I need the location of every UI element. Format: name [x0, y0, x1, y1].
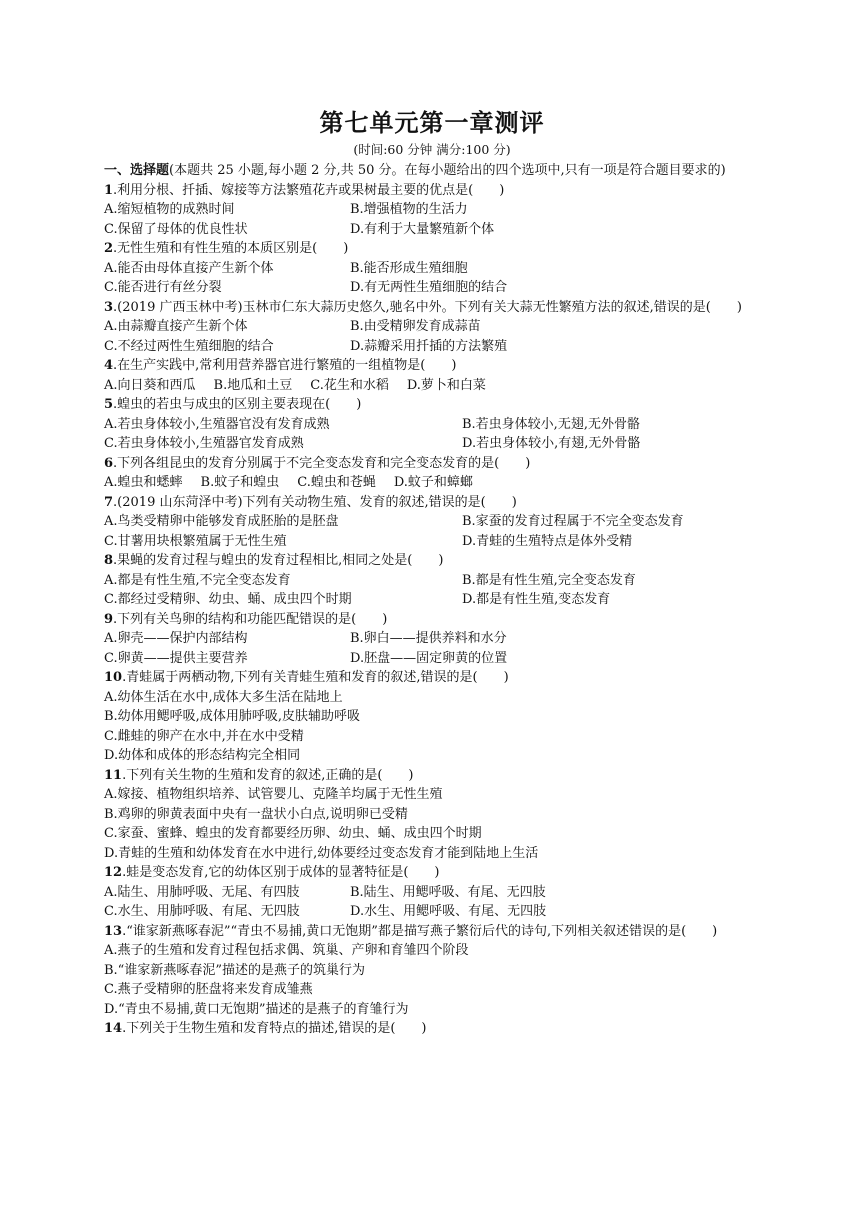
answer-option: C.蝗虫和苍蝇: [297, 475, 376, 490]
question-text: .无性生殖和有性生殖的本质区别是( ): [113, 241, 349, 256]
answer-option: A.若虫身体较小,生殖器官没有发育成熟: [104, 416, 330, 432]
question-7: [104, 493, 760, 552]
question-number: 8: [104, 553, 114, 568]
answer-option: A.燕子的生殖和发育过程包括求偶、筑巢、产卵和育雏四个阶段: [104, 943, 469, 958]
answer-option: B.陆生、用鳃呼吸、有尾、无四肢: [350, 884, 546, 900]
answer-option: C.水生、用肺呼吸、有尾、无四肢: [104, 904, 300, 919]
question-stem: [104, 1019, 760, 1039]
option-list: [104, 512, 760, 551]
question-stem: [104, 454, 760, 474]
answer-option: C.花生和水稻: [310, 377, 389, 393]
answer-option: A.都是有性生殖,不完全变态发育: [104, 572, 291, 588]
question-text: .(2019 山东菏泽中考)下列有关动物生殖、发育的叙述,错误的是( ): [113, 494, 517, 510]
answer-option: D.蒜瓣采用扦插的方法繁殖: [350, 338, 508, 354]
answer-option: A.卵壳——保护内部结构: [104, 631, 248, 646]
answer-option: A.蝗虫和蟋蟀: [104, 475, 183, 490]
question-number: 4: [104, 358, 114, 373]
answer-option: D.青蛙的生殖特点是体外受精: [462, 533, 633, 549]
question-text: .在生产实践中,常利用营养器官进行繁殖的一组植物是( ): [113, 358, 457, 373]
question-text: .下列有关生物的生殖和发育的叙述,正确的是( ): [122, 767, 414, 783]
answer-option: B.蚊子和蝗虫: [200, 475, 280, 490]
option-list: [104, 688, 760, 766]
answer-option: D.若虫身体较小,有翅,无外骨骼: [462, 436, 641, 451]
question-text: .下列有关鸟卵的结构和功能匹配错误的是( ): [113, 611, 388, 627]
question-14: [104, 1019, 760, 1039]
answer-option: D.有利于大量繁殖新个体: [350, 221, 495, 237]
question-number: 12: [104, 865, 123, 880]
question-8: [104, 551, 760, 610]
answer-option: B.鸡卵的卵黄表面中央有一盘状小白点,说明卵已受精: [104, 806, 408, 822]
question-stem: [104, 493, 760, 513]
question-1: [104, 181, 760, 240]
question-number: 3: [104, 299, 114, 315]
question-number: 6: [104, 455, 114, 471]
question-11: [104, 766, 760, 864]
answer-option: C.燕子受精卵的胚盘将来发育成雏燕: [104, 982, 313, 997]
answer-option: A.向日葵和西瓜: [104, 377, 196, 393]
answer-option: C.雌蛙的卵产在水中,并在水中受精: [104, 728, 304, 744]
question-text: .下列关于生物生殖和发育特点的描述,错误的是( ): [122, 1021, 427, 1036]
answer-option: C.能否进行有丝分裂: [104, 280, 222, 295]
answer-option: A.能否由母体直接产生新个体: [104, 260, 274, 276]
answer-option: D.水生、用鳃呼吸、有尾、无四肢: [350, 904, 547, 919]
answer-option: D.“青虫不易捕,黄口无饱期”描述的是燕子的育雏行为: [104, 1001, 409, 1017]
question-number: 1: [104, 182, 114, 198]
question-12: [104, 863, 760, 922]
option-list: [104, 376, 760, 396]
question-number: 9: [104, 611, 114, 627]
question-5: [104, 395, 760, 454]
question-13: [104, 922, 760, 1020]
option-list: [104, 317, 760, 356]
option-list: [104, 200, 760, 239]
question-stem: [104, 551, 760, 571]
answer-option: D.都是有性生殖,变态发育: [462, 592, 611, 607]
option-list: [104, 883, 760, 922]
exam-info: (时间:60 分钟 满分:100 分): [353, 142, 511, 157]
option-list: [104, 629, 760, 668]
answer-option: A.由蒜瓣直接产生新个体: [104, 319, 248, 334]
question-stem: [104, 766, 760, 786]
option-list: [104, 473, 760, 493]
section-heading: 一、选择题(本题共 25 小题,每小题 2 分,共 50 分。在每小题给出的四个选项中,只有一项是符合题目要求的): [104, 163, 726, 178]
question-number: 7: [104, 494, 114, 510]
answer-option: B.能否形成生殖细胞: [350, 260, 468, 276]
question-9: [104, 610, 760, 669]
question-2: [104, 239, 760, 298]
question-stem: [104, 922, 760, 942]
question-text: .青蛙属于两栖动物,下列有关青蛙生殖和发育的叙述,错误的是( ): [122, 670, 509, 685]
answer-option: C.甘薯用块根繁殖属于无性生殖: [104, 533, 287, 549]
question-10: [104, 668, 760, 766]
question-text: .(2019 广西玉林中考)玉林市仁东大蒜历史悠久,驰名中外。下列有关大蒜无性繁殖方法的叙述,错误的是( ): [113, 299, 742, 315]
answer-option: D.胚盘——固定卵黄的位置: [350, 650, 508, 666]
answer-option: C.保留了母体的优良性状: [104, 221, 248, 237]
question-stem: [104, 239, 760, 259]
question-number: 10: [104, 670, 123, 685]
option-list: [104, 571, 760, 610]
question-stem: [104, 181, 760, 201]
question-number: 5: [104, 397, 114, 412]
question-text: .果蝇的发育过程与蝗虫的发育过程相比,相同之处是( ): [113, 553, 444, 568]
question-text: .下列各组昆虫的发育分别属于不完全变态发育和完全变态发育的是( ): [113, 455, 531, 471]
answer-option: D.蚊子和蟑螂: [393, 475, 473, 490]
answer-option: C.不经过两性生殖细胞的结合: [104, 338, 274, 354]
option-list: [104, 259, 760, 298]
question-number: 2: [104, 241, 114, 256]
question-text: .蛙是变态发育,它的幼体区别于成体的显著特征是( ): [122, 865, 440, 880]
question-stem: [104, 298, 760, 318]
question-3: [104, 298, 760, 357]
question-text: .蝗虫的若虫与成虫的区别主要表现在( ): [113, 397, 362, 412]
question-stem: [104, 610, 760, 630]
answer-option: A.嫁接、植物组织培养、试管婴儿、克隆羊均属于无性生殖: [104, 787, 443, 802]
option-list: [104, 785, 760, 863]
answer-option: B.若虫身体较小,无翅,无外骨骼: [462, 416, 640, 432]
question-stem: [104, 356, 760, 376]
option-list: [104, 415, 760, 454]
question-number: 13: [104, 923, 123, 939]
answer-option: A.缩短植物的成熟时间: [104, 202, 235, 217]
question-stem: [104, 668, 760, 688]
answer-option: A.幼体生活在水中,成体大多生活在陆地上: [104, 689, 343, 705]
question-stem: [104, 863, 760, 883]
answer-option: D.幼体和成体的形态结构完全相同: [104, 748, 301, 763]
answer-option: B.幼体用鳃呼吸,成体用肺呼吸,皮肤辅助呼吸: [104, 709, 360, 724]
question-text: .“谁家新燕啄春泥”“青虫不易捕,黄口无饱期”都是描写燕子繁衍后代的诗句,下列相关叙述错误的是( ): [122, 923, 718, 939]
answer-option: B.“谁家新燕啄春泥”描述的是燕子的筑巢行为: [104, 962, 365, 978]
answer-option: B.卵白——提供养料和水分: [350, 631, 507, 646]
answer-option: B.都是有性生殖,完全变态发育: [462, 572, 636, 588]
answer-option: B.增强植物的生活力: [350, 202, 468, 217]
answer-option: A.陆生、用肺呼吸、无尾、有四肢: [104, 884, 300, 900]
question-6: [104, 454, 760, 493]
question-number: 14: [104, 1021, 123, 1036]
question-4: [104, 356, 760, 395]
question-list: [104, 181, 760, 1039]
question-text: .利用分根、扦插、嫁接等方法繁殖花卉或果树最主要的优点是( ): [113, 182, 505, 198]
answer-option: B.地瓜和土豆: [213, 377, 293, 393]
question-stem: [104, 395, 760, 415]
answer-option: B.家蚕的发育过程属于不完全变态发育: [462, 514, 684, 529]
answer-option: C.都经过受精卵、幼虫、蛹、成虫四个时期: [104, 592, 352, 607]
question-number: 11: [104, 767, 123, 783]
answer-option: C.若虫身体较小,生殖器官发育成熟: [104, 436, 304, 451]
answer-option: C.卵黄——提供主要营养: [104, 650, 248, 666]
answer-option: A.鸟类受精卵中能够发育成胚胎的是胚盘: [104, 514, 339, 529]
answer-option: D.青蛙的生殖和幼体发育在水中进行,幼体要经过变态发育才能到陆地上生活: [104, 845, 539, 861]
answer-option: B.由受精卵发育成蒜苗: [350, 319, 481, 334]
answer-option: D.有无两性生殖细胞的结合: [350, 280, 508, 295]
answer-option: C.家蚕、蜜蜂、蝗虫的发育都要经历卵、幼虫、蛹、成虫四个时期: [104, 826, 482, 841]
answer-option: D.萝卜和白菜: [406, 377, 486, 393]
page-title: 第七单元第一章测评: [319, 108, 545, 137]
option-list: [104, 941, 760, 1019]
